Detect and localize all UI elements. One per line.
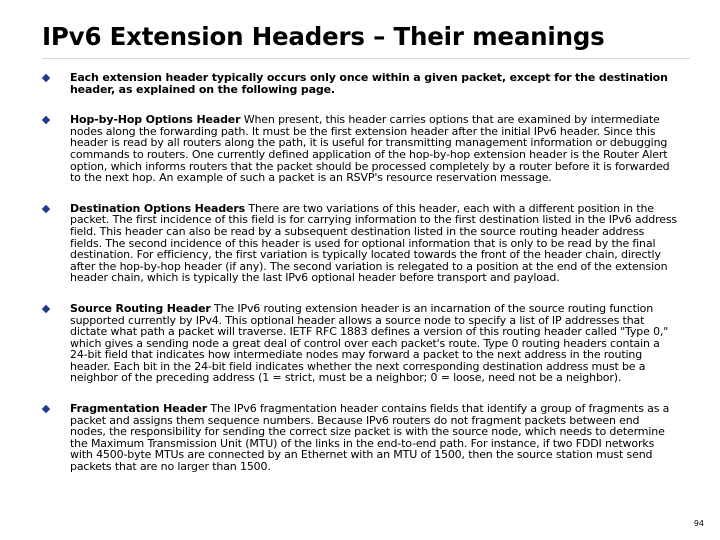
bullet-text: There are two variations of this header, each with a different position in the packet. The first incidence of this field is for carrying information to the first destination listed in the IPv6 address field. This header can also be read by a subsequent destination listed in the source routing header address fields. The second incidence of this header is used for optional information that is only to be read by the final destination. For efficiency, the first variation is typically located towards the front of the header chain, directly after the hop-by-hop header (if any). The second variation is relegated to a position at the end of the extension header chain, which is typically the last IPv6 optional header before transport and payload. xyxy=(70,201,678,285)
bullet-heading: Source Routing Header xyxy=(70,301,211,315)
diamond-bullet-icon xyxy=(42,405,50,413)
diamond-bullet-icon xyxy=(42,205,50,213)
bullet-text: Each extension header typically occurs only once within a given packet, except for the destination header, as explained on the following page. xyxy=(70,71,668,96)
title-divider xyxy=(42,58,690,59)
diamond-bullet-icon xyxy=(42,74,50,82)
bullet-item xyxy=(42,403,678,473)
bullet-item xyxy=(42,303,678,384)
bullet-heading: Destination Options Headers xyxy=(70,201,246,215)
diamond-bullet-icon xyxy=(42,305,50,313)
page-number: 94 xyxy=(693,519,704,528)
bullet-heading: Fragmentation Header xyxy=(70,402,208,416)
bullet-item xyxy=(42,114,678,184)
bullet-list xyxy=(42,72,678,492)
bullet-item xyxy=(42,72,678,95)
diamond-bullet-icon xyxy=(42,116,50,124)
bullet-item xyxy=(42,203,678,284)
slide-title: IPv6 Extension Headers – Their meanings xyxy=(42,22,605,51)
bullet-text: The IPv6 fragmentation header contains fields that identify a group of fragments as a packet and assigns them sequence numbers. Because IPv6 routers do not fragment packets between end nodes, the responsibility for sending the correct size packet is with the source node, which needs to determine the Maximum Transmission Unit (MTU) of the links in the end-to-end path. For instance, if two FDDI networks with 4500-byte MTUs are connected by an Ethernet with an MTU of 1500, then the source station must send packets that are no larger than 1500. xyxy=(70,402,670,474)
bullet-text: When present, this header carries options that are examined by intermediate nodes along the forwarding path. It must be the first extension header after the initial IPv6 header. Since this header is read by all routers along the path, it is useful for transmitting management information or debugging commands to routers. One currently defined application of the hop-by-hop extension header is the Router Alert option, which informs routers that the packet should be processed completely by a router before it is forwarded to the next hop. An example of such a packet is an RSVP's resource reservation message. xyxy=(70,113,670,185)
bullet-text: The IPv6 routing extension header is an incarnation of the source routing function supported currently by IPv4. This optional header allows a source node to specify a list of IP addresses that dictate what path a packet will traverse. IETF RFC 1883 defines a version of this routing header called "Type 0," which gives a sending node a great deal of control over each packet's route. Type 0 routing headers contain a 24-bit field that indicates how intermediate nodes may forward a packet to the next address in the routing header. Each bit in the 24-bit field indicates whether the next corresponding destination address must be a neighbor of the preceding address (1 = strict, must be a neighbor; 0 = loose, need not be a neighbor). xyxy=(70,301,669,385)
bullet-heading: Hop-by-Hop Options Header xyxy=(70,113,241,127)
